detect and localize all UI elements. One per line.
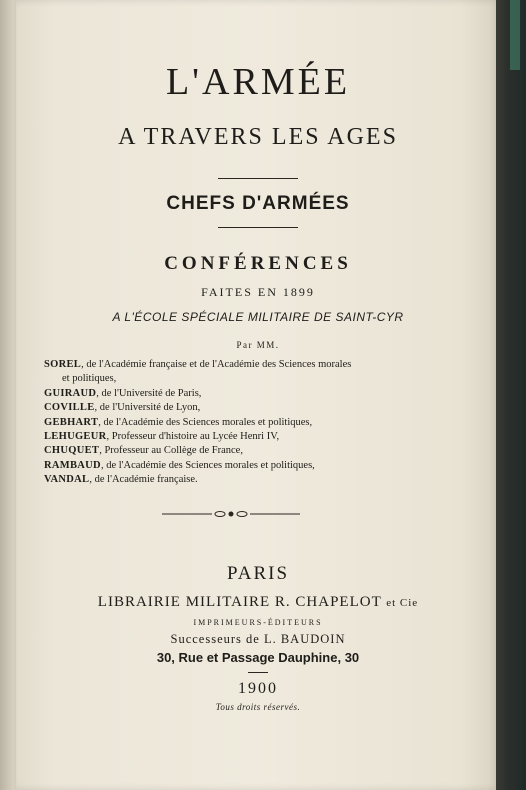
title-line-2: A TRAVERS LES AGES — [118, 124, 398, 150]
author-entry — [44, 401, 474, 415]
author-entry — [44, 416, 474, 430]
short-rule — [248, 672, 268, 673]
par-mm: Par MM. — [236, 340, 280, 350]
author-name: GEBHART — [44, 416, 99, 428]
rights-notice: Tous droits réservés. — [215, 702, 301, 712]
authors-list — [44, 358, 474, 488]
author-desc: et politiques, — [62, 373, 117, 385]
divider-rule-bottom — [218, 227, 298, 228]
publisher-suffix: et Cie — [386, 597, 419, 609]
imprimeurs-line: IMPRIMEURS-ÉDITEURS — [193, 618, 323, 627]
publication-year: 1900 — [238, 680, 278, 697]
author-desc: , de l'Université de Lyon, — [94, 402, 201, 414]
author-entry — [44, 358, 474, 372]
author-desc: , de l'Académie des Sciences morales et politiques, — [100, 459, 315, 471]
title-line-1: L'ARMÉE — [165, 61, 351, 103]
author-desc: , de l'Académie des Sciences morales et politiques, — [98, 416, 313, 428]
author-entry — [44, 430, 474, 444]
author-desc: , Professeur au Collège de France, — [99, 445, 243, 457]
address-line: 30, Rue et Passage Dauphine, 30 — [156, 650, 360, 665]
author-desc: , de l'Académie française. — [89, 474, 198, 486]
author-name: CHUQUET — [44, 445, 100, 457]
ecole-line: A L'ÉCOLE SPÉCIALE MILITAIRE DE SAINT-CYR — [112, 310, 404, 324]
book-cover-edge — [496, 0, 526, 790]
author-desc: , de l'Académie française et de l'Académie des Sciences morales — [81, 359, 352, 370]
author-entry — [44, 444, 474, 458]
ornament-divider — [162, 506, 300, 522]
divider-rule-top — [218, 178, 298, 179]
successeurs-line: Successeurs de L. BAUDOIN — [170, 632, 346, 646]
author-name: SOREL — [44, 359, 82, 370]
author-name: VANDAL — [44, 474, 90, 486]
author-entry — [44, 473, 474, 487]
author-entry — [44, 387, 474, 401]
author-desc: , de l'Université de Paris, — [96, 387, 202, 399]
author-name: COVILLE — [44, 402, 95, 414]
city: PARIS — [226, 563, 290, 584]
faites-line: FAITES EN 1899 — [201, 285, 315, 299]
publisher-name: LIBRAIRIE MILITAIRE R. CHAPELOT — [97, 594, 382, 610]
author-name: RAMBAUD — [44, 459, 101, 471]
author-entry — [44, 459, 474, 473]
author-entry-continuation — [44, 372, 474, 386]
author-name: GUIRAUD — [44, 387, 97, 399]
subtitle: CHEFS D'ARMÉES — [166, 193, 350, 214]
author-name: LEHUGEUR — [44, 431, 107, 443]
publisher-line — [16, 594, 500, 611]
conferences-heading: CONFÉRENCES — [164, 253, 352, 274]
author-desc: , Professeur d'histoire au Lycée Henri IV, — [106, 431, 280, 443]
title-page — [16, 0, 500, 790]
